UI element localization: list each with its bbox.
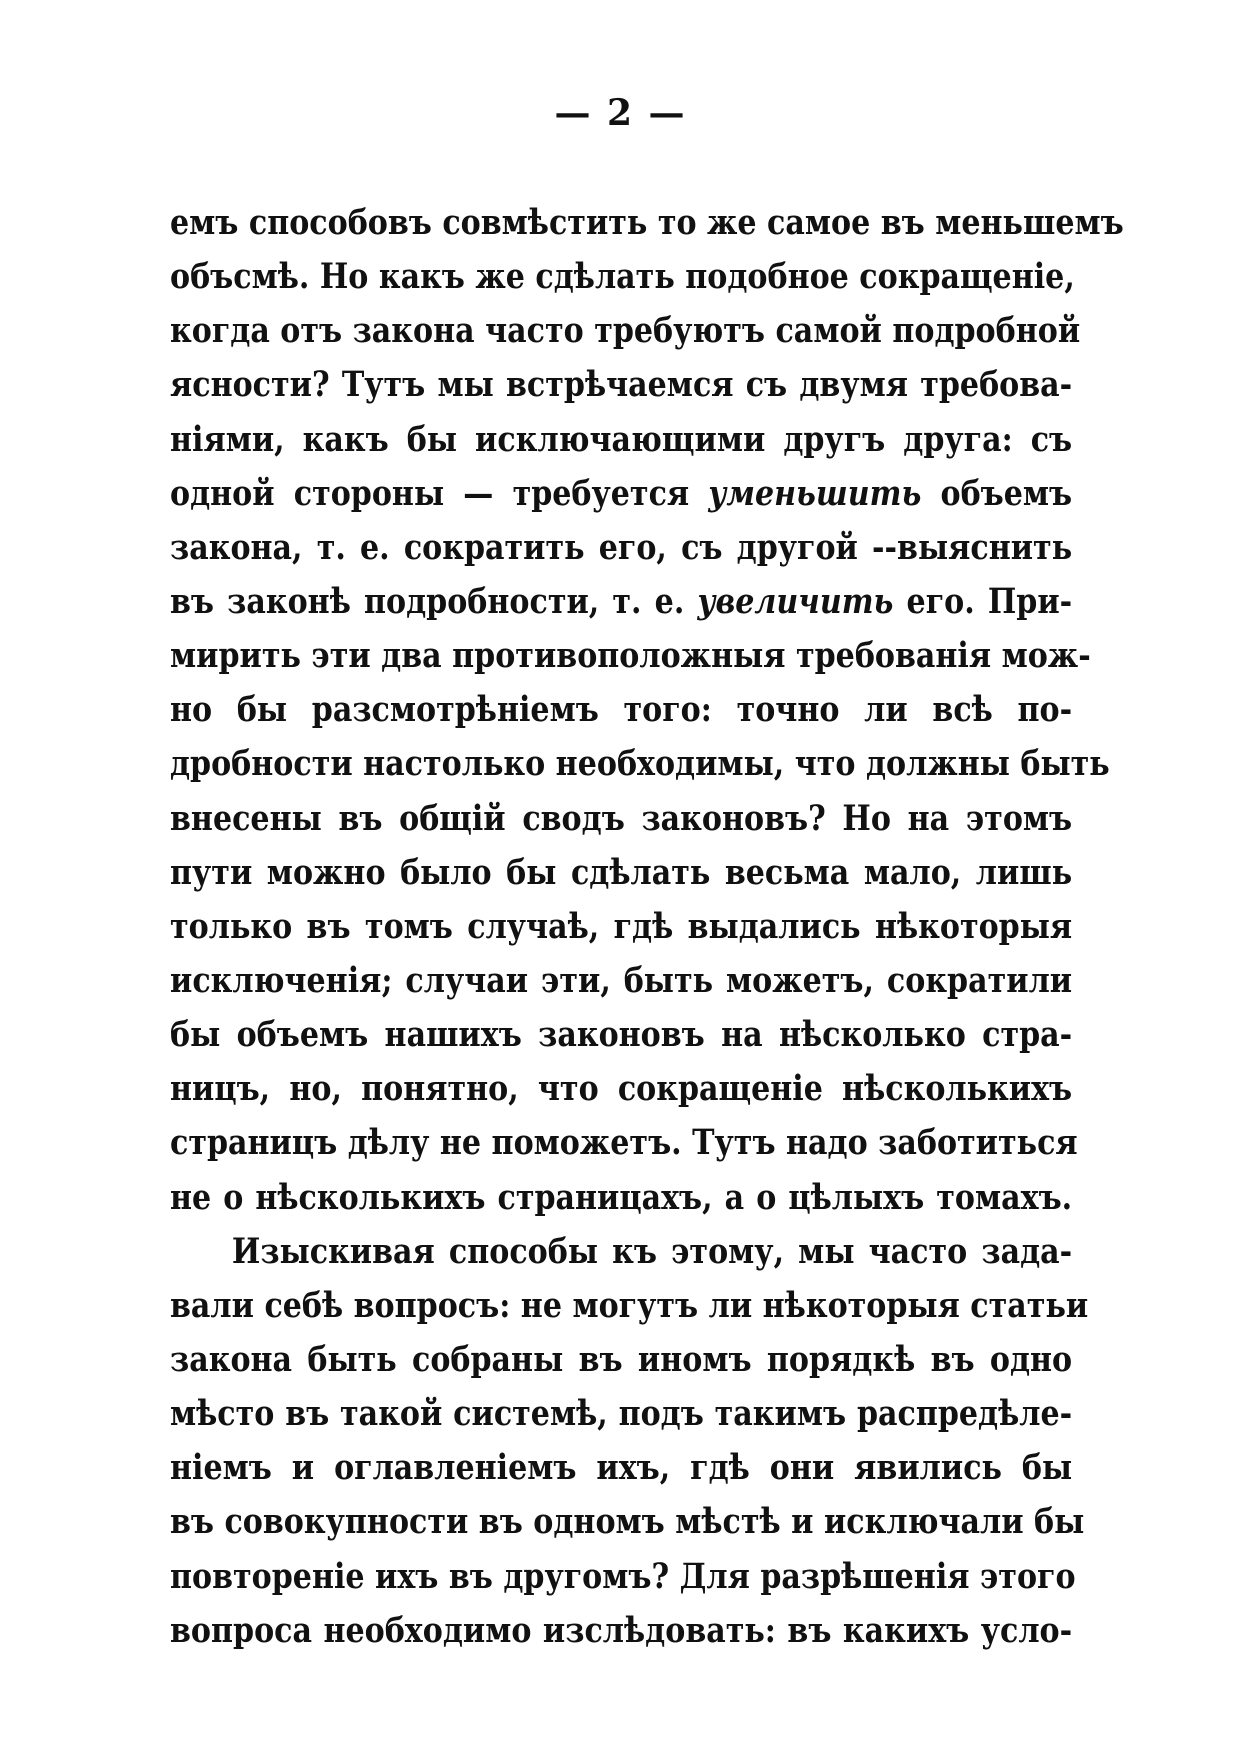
text-line: емъ способовъ совмѣстить то же самое въ меньшемъ bbox=[170, 202, 1124, 243]
text-line: не о нѣсколькихъ страницахъ, а о цѣлыхъ томахъ. bbox=[170, 1176, 1073, 1218]
text-line: только въ томъ случаѣ, гдѣ выдались нѣкоторыя bbox=[170, 905, 1073, 947]
text-line: одной стороны — требуется уменьшить объемъ bbox=[170, 472, 1073, 514]
text-line: мирить эти два противоположныя требованія мож- bbox=[170, 635, 1091, 677]
text-line: ясности? Тутъ мы встрѣчаемся съ двумя требова- bbox=[170, 364, 1073, 406]
text-line: внесены въ общій сводъ законовъ? Но на этомъ bbox=[170, 797, 1073, 839]
emphasis-word: увеличить bbox=[697, 580, 894, 622]
text-line: въ законѣ подробности, т. е. увеличить его. При- bbox=[170, 580, 1073, 622]
text-line: вопроса необходимо изслѣдовать: въ какихъ усло- bbox=[170, 1609, 1073, 1651]
text-line: но бы разсмотрѣніемъ того: точно ли всѣ по- bbox=[170, 689, 1073, 731]
text-line: вали себѣ вопросъ: не могутъ ли нѣкоторыя статьи bbox=[170, 1284, 1089, 1326]
text-line: страницъ дѣлу не поможетъ. Тутъ надо заботиться bbox=[170, 1122, 1078, 1164]
page-number: — 2 — bbox=[554, 92, 687, 134]
text-line: въ совокупности въ одномъ мѣстѣ и исключали бы bbox=[170, 1501, 1085, 1543]
text-line: повтореніе ихъ въ другомъ? Для разрѣшенія этого bbox=[170, 1555, 1076, 1597]
text-line: Изыскивая способы къ этому, мы часто зада- bbox=[231, 1230, 1073, 1272]
text-line: объсмѣ. Но какъ же сдѣлать подобное сокращеніе, bbox=[170, 256, 1075, 298]
text-line: ницъ, но, понятно, что сокращеніе нѣсколькихъ bbox=[170, 1068, 1073, 1110]
text-line: ніями, какъ бы исключающими другъ друга: съ bbox=[170, 418, 1073, 460]
text-line: бы объемъ нашихъ законовъ на нѣсколько стра- bbox=[170, 1014, 1073, 1056]
text-line: мѣсто въ такой системѣ, подъ такимъ распредѣле- bbox=[170, 1393, 1073, 1435]
text-line: пути можно было бы сдѣлать весьма мало, лишь bbox=[170, 851, 1073, 893]
body-text bbox=[170, 196, 1124, 1658]
emphasis-word: уменьшить bbox=[708, 472, 922, 514]
text-line: закона, т. е. сократить его, съ другой --выяснить bbox=[170, 526, 1073, 568]
text-line: закона быть собраны въ иномъ порядкѣ въ одно bbox=[170, 1338, 1073, 1380]
text-line: когда отъ закона часто требуютъ самой подробной bbox=[170, 310, 1081, 352]
text-line: дробности настолько необходимы, что должны быть bbox=[170, 743, 1110, 785]
text-line: исключенія; случаи эти, быть можетъ, сократили bbox=[170, 959, 1073, 1001]
text-line: ніемъ и оглавленіемъ ихъ, гдѣ они явились бы bbox=[170, 1447, 1073, 1489]
